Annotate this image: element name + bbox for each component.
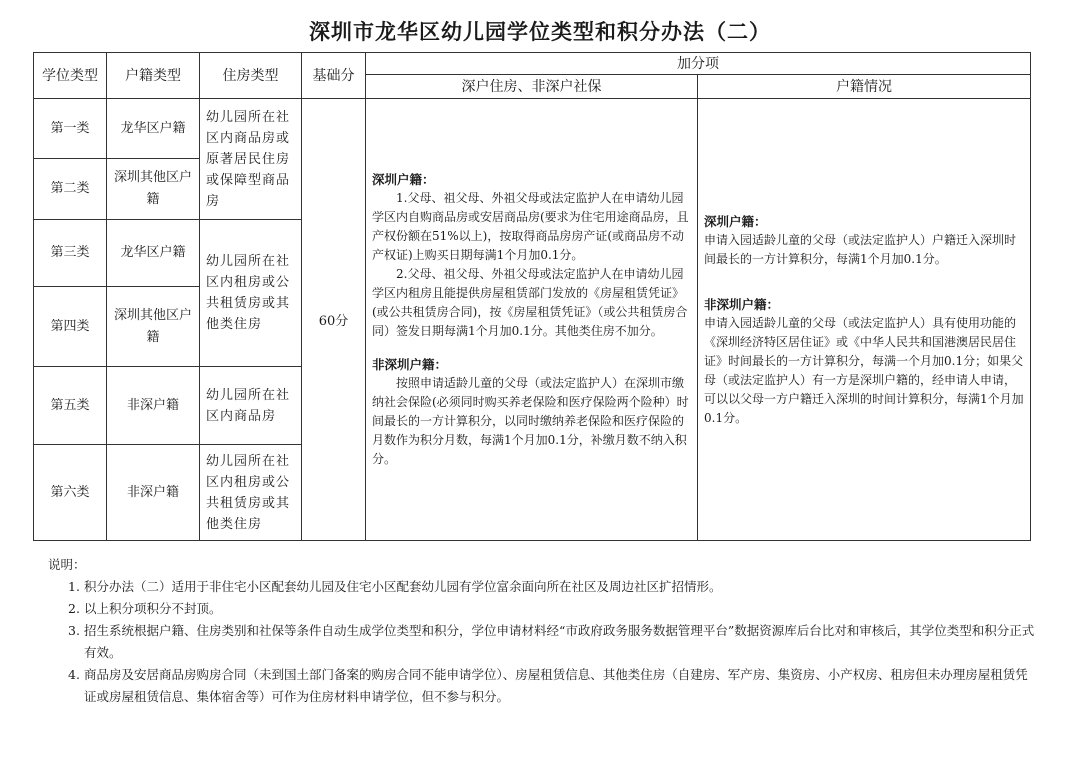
note-number: 3.	[68, 623, 80, 638]
category-2: 第二类	[34, 159, 107, 220]
notes-heading: 说明：	[48, 557, 86, 572]
bonus-housing-nsz-label: 非深圳户籍：	[372, 357, 448, 372]
housing-type-1: 幼儿园所在社区内商品房或原著居民住房或保障型商品房	[200, 99, 302, 220]
note-text: 商品房及安居商品房购房合同（未到国土部门备案的购房合同不能申请学位）、房屋租赁信息、其他类住房（自建房、军产房、集资房、小产权房、租房但未办理房屋租赁凭证或房屋租赁信息、集体宿舍等）可作为住房材料申请学位，但不参与积分。	[84, 667, 1028, 704]
header-bonus-housing: 深户住房、非深户社保	[366, 75, 698, 99]
bonus-housing-cell	[366, 99, 698, 541]
hukou-3: 龙华区户籍	[107, 220, 200, 287]
category-4: 第四类	[34, 287, 107, 367]
bonus-hukou-cell	[698, 99, 1031, 541]
note-text: 以上积分项积分不封顶。	[84, 601, 222, 616]
notes-section	[48, 554, 1038, 708]
category-1: 第一类	[34, 99, 107, 159]
points-table	[33, 52, 1031, 541]
hukou-5: 非深户籍	[107, 367, 200, 445]
bonus-hukou-sz-item: 申请入园适龄儿童的父母（或法定监护人）户籍迁入深圳时间最长的一方计算积分，每满1个月加0.1分。	[704, 232, 1017, 266]
category-5: 第五类	[34, 367, 107, 445]
note-text: 招生系统根据户籍、住房类别和社保等条件自动生成学位类型和积分，学位申请材料经“市政府政务服务数据管理平台”数据资源库后台比对和审核后，其学位类型和积分正式有效。	[84, 623, 1035, 660]
header-bonus: 加分项	[366, 53, 1031, 75]
note-item	[68, 598, 1038, 620]
note-number: 2.	[68, 601, 80, 616]
bonus-hukou-sz-label: 深圳户籍：	[704, 213, 767, 229]
base-score: 60分	[302, 99, 366, 541]
header-housing: 住房类型	[200, 53, 302, 99]
hukou-2: 深圳其他区户籍	[107, 159, 200, 220]
hukou-1: 龙华区户籍	[107, 99, 200, 159]
bonus-housing-nsz-item: 按照申请适龄儿童的父母（或法定监护人）在深圳市缴纳社会保险(必须同时购买养老保险和医疗保险两个险种）时间最长的一方计算积分，以同时缴纳养老保险和医疗保险的月数作为积分月数，每满1个月加0.1分，补缴月数不纳入积分。	[372, 376, 689, 466]
notes-list	[48, 576, 1038, 708]
page-title: 深圳市龙华区幼儿园学位类型和积分办法（二）	[309, 20, 771, 44]
category-3: 第三类	[34, 220, 107, 287]
category-6: 第六类	[34, 445, 107, 541]
bonus-hukou-nsz-label: 非深圳户籍：	[704, 296, 780, 312]
note-item	[68, 664, 1038, 708]
header-hukou: 户籍类型	[107, 53, 200, 99]
housing-type-2: 幼儿园所在社区内租房或公共租赁房或其他类住房	[200, 220, 302, 367]
housing-type-3: 幼儿园所在社区内商品房	[200, 367, 302, 445]
header-category: 学位类型	[34, 53, 107, 99]
hukou-4: 深圳其他区户籍	[107, 287, 200, 367]
note-text: 积分办法（二）适用于非住宅小区配套幼儿园及住宅小区配套幼儿园有学位富余面向所在社区及周边社区扩招情形。	[84, 579, 722, 594]
bonus-housing-sz-item-2: 2.父母、祖父母、外祖父母或法定监护人在申请幼儿园学区内租房且能提供房屋租赁部门发放的《房屋租赁凭证》(或公共租赁房合同)，按《房屋租赁凭证》（或公共租赁房合同）签发日期每满1个月加0.1分。其他类住房不加分。	[372, 267, 688, 338]
note-item	[68, 576, 1038, 598]
hukou-6: 非深户籍	[107, 445, 200, 541]
housing-type-4: 幼儿园所在社区内租房或公共租赁房或其他类住房	[200, 445, 302, 541]
header-bonus-hukou: 户籍情况	[698, 75, 1031, 99]
header-base-score: 基础分	[302, 53, 366, 99]
bonus-hukou-nsz-item: 申请入园适龄儿童的父母（或法定监护人）具有使用功能的《深圳经济特区居住证》或《中华人民共和国港澳居民居住证》时间最长的一方计算积分，每满一个月加0.1分；如果父母（或法定监护人）有一方是深圳户籍的，经申请人申请，可以以父母一方户籍迁入深圳的时间计算积分，每满1个月加0.1分。	[704, 315, 1024, 425]
note-number: 4.	[68, 667, 80, 682]
note-number: 1.	[68, 579, 80, 594]
bonus-housing-sz-item-1: 1.父母、祖父母、外祖父母或法定监护人在申请幼儿园学区内自购商品房或安居商品房(要求为住宅用途商品房，且产权份额在51%以上)，按取得商品房房产证(或商品房不动产权证)上购买日期每满1个月加0.1分。	[372, 191, 689, 262]
bonus-housing-sz-label: 深圳户籍：	[372, 172, 435, 187]
note-item	[68, 620, 1038, 664]
